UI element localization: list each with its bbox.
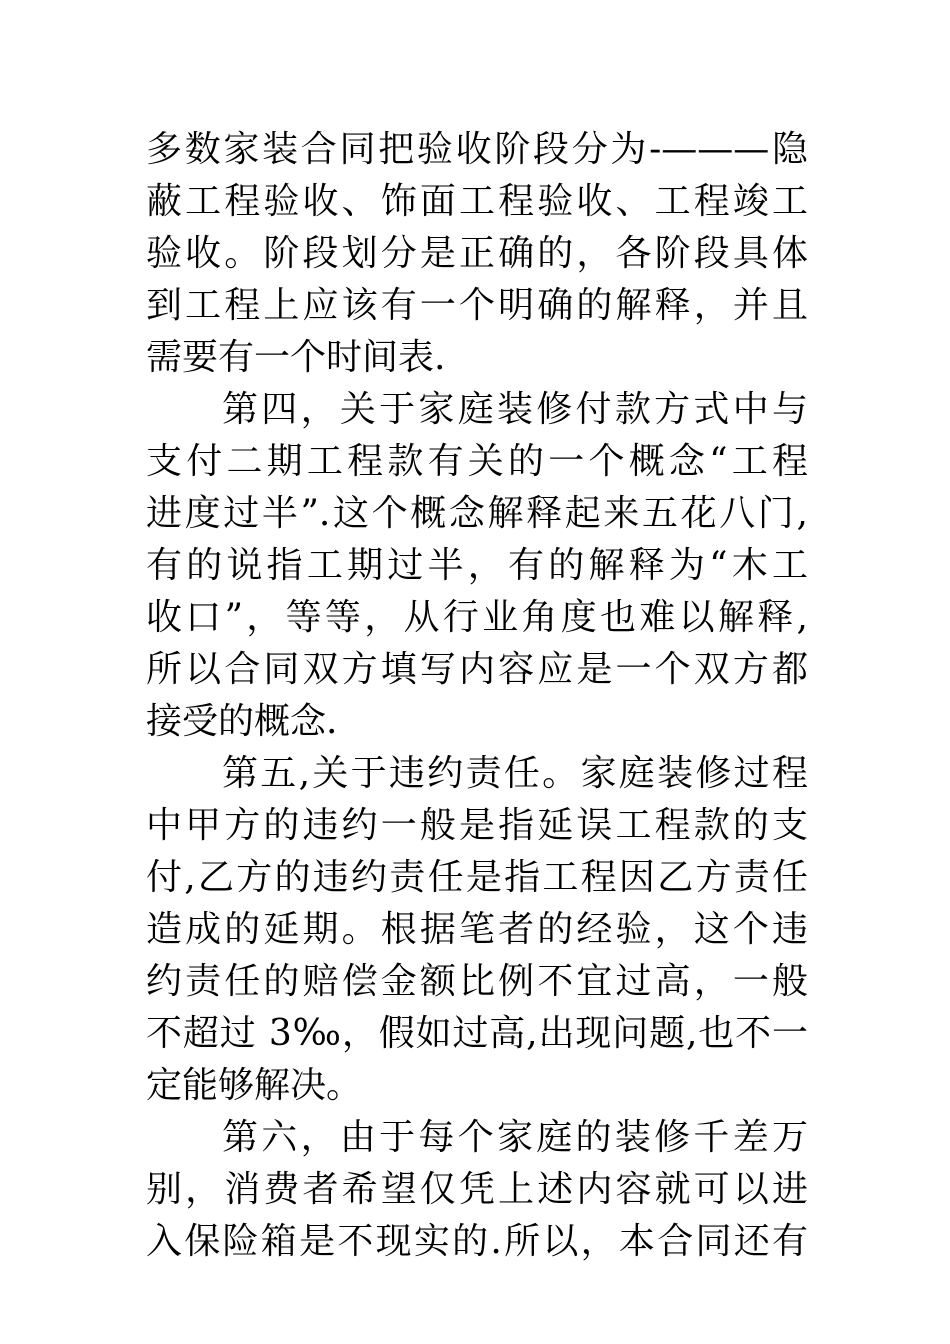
text-line: 中甲方的违约一般是指延误工程款的支: [146, 805, 808, 846]
text-line: 需要有一个时间表.: [146, 337, 446, 378]
text-line: 造成的延期。根据笔者的经验，这个违: [146, 909, 808, 950]
text-line: 不超过 3‰，假如过高,出现问题,也不一: [146, 1013, 808, 1054]
text-line: 支付二期工程款有关的一个概念“工程: [146, 441, 808, 482]
text-line: 到工程上应该有一个明确的解释，并且: [146, 285, 808, 326]
paragraph-first-line: 第四，关于家庭装修付款方式中与: [222, 389, 808, 430]
text-line: 多数家装合同把验收阶段分为-———隐: [146, 129, 808, 170]
text-line: 接受的概念.: [146, 701, 338, 742]
text-line: 验收。阶段划分是正确的，各阶段具体: [146, 233, 808, 274]
text-line: 收口”，等等，从行业角度也难以解释,: [146, 597, 808, 638]
text-line: 所以合同双方填写内容应是一个双方都: [146, 649, 808, 690]
text-line: 入保险箱是不现实的.所以，本合同还有: [146, 1221, 808, 1262]
paragraph-first-line: 第六，由于每个家庭的装修千差万: [222, 1117, 808, 1158]
text-line: 定能够解决。: [146, 1065, 363, 1106]
paragraph-first-line: 第五,关于违约责任。家庭装修过程: [222, 753, 808, 794]
text-line: 进度过半”.这个概念解释起来五花八门,: [146, 493, 808, 534]
text-line: 蔽工程验收、饰面工程验收、工程竣工: [146, 181, 808, 222]
text-line: 约责任的赔偿金额比例不宜过高，一般: [146, 961, 808, 1002]
text-line: 付,乙方的违约责任是指工程因乙方责任: [146, 857, 808, 898]
text-line: 有的说指工期过半，有的解释为“木工: [146, 545, 808, 586]
text-line: 别，消费者希望仅凭上述内容就可以进: [146, 1169, 808, 1210]
document-body: [146, 124, 808, 1268]
